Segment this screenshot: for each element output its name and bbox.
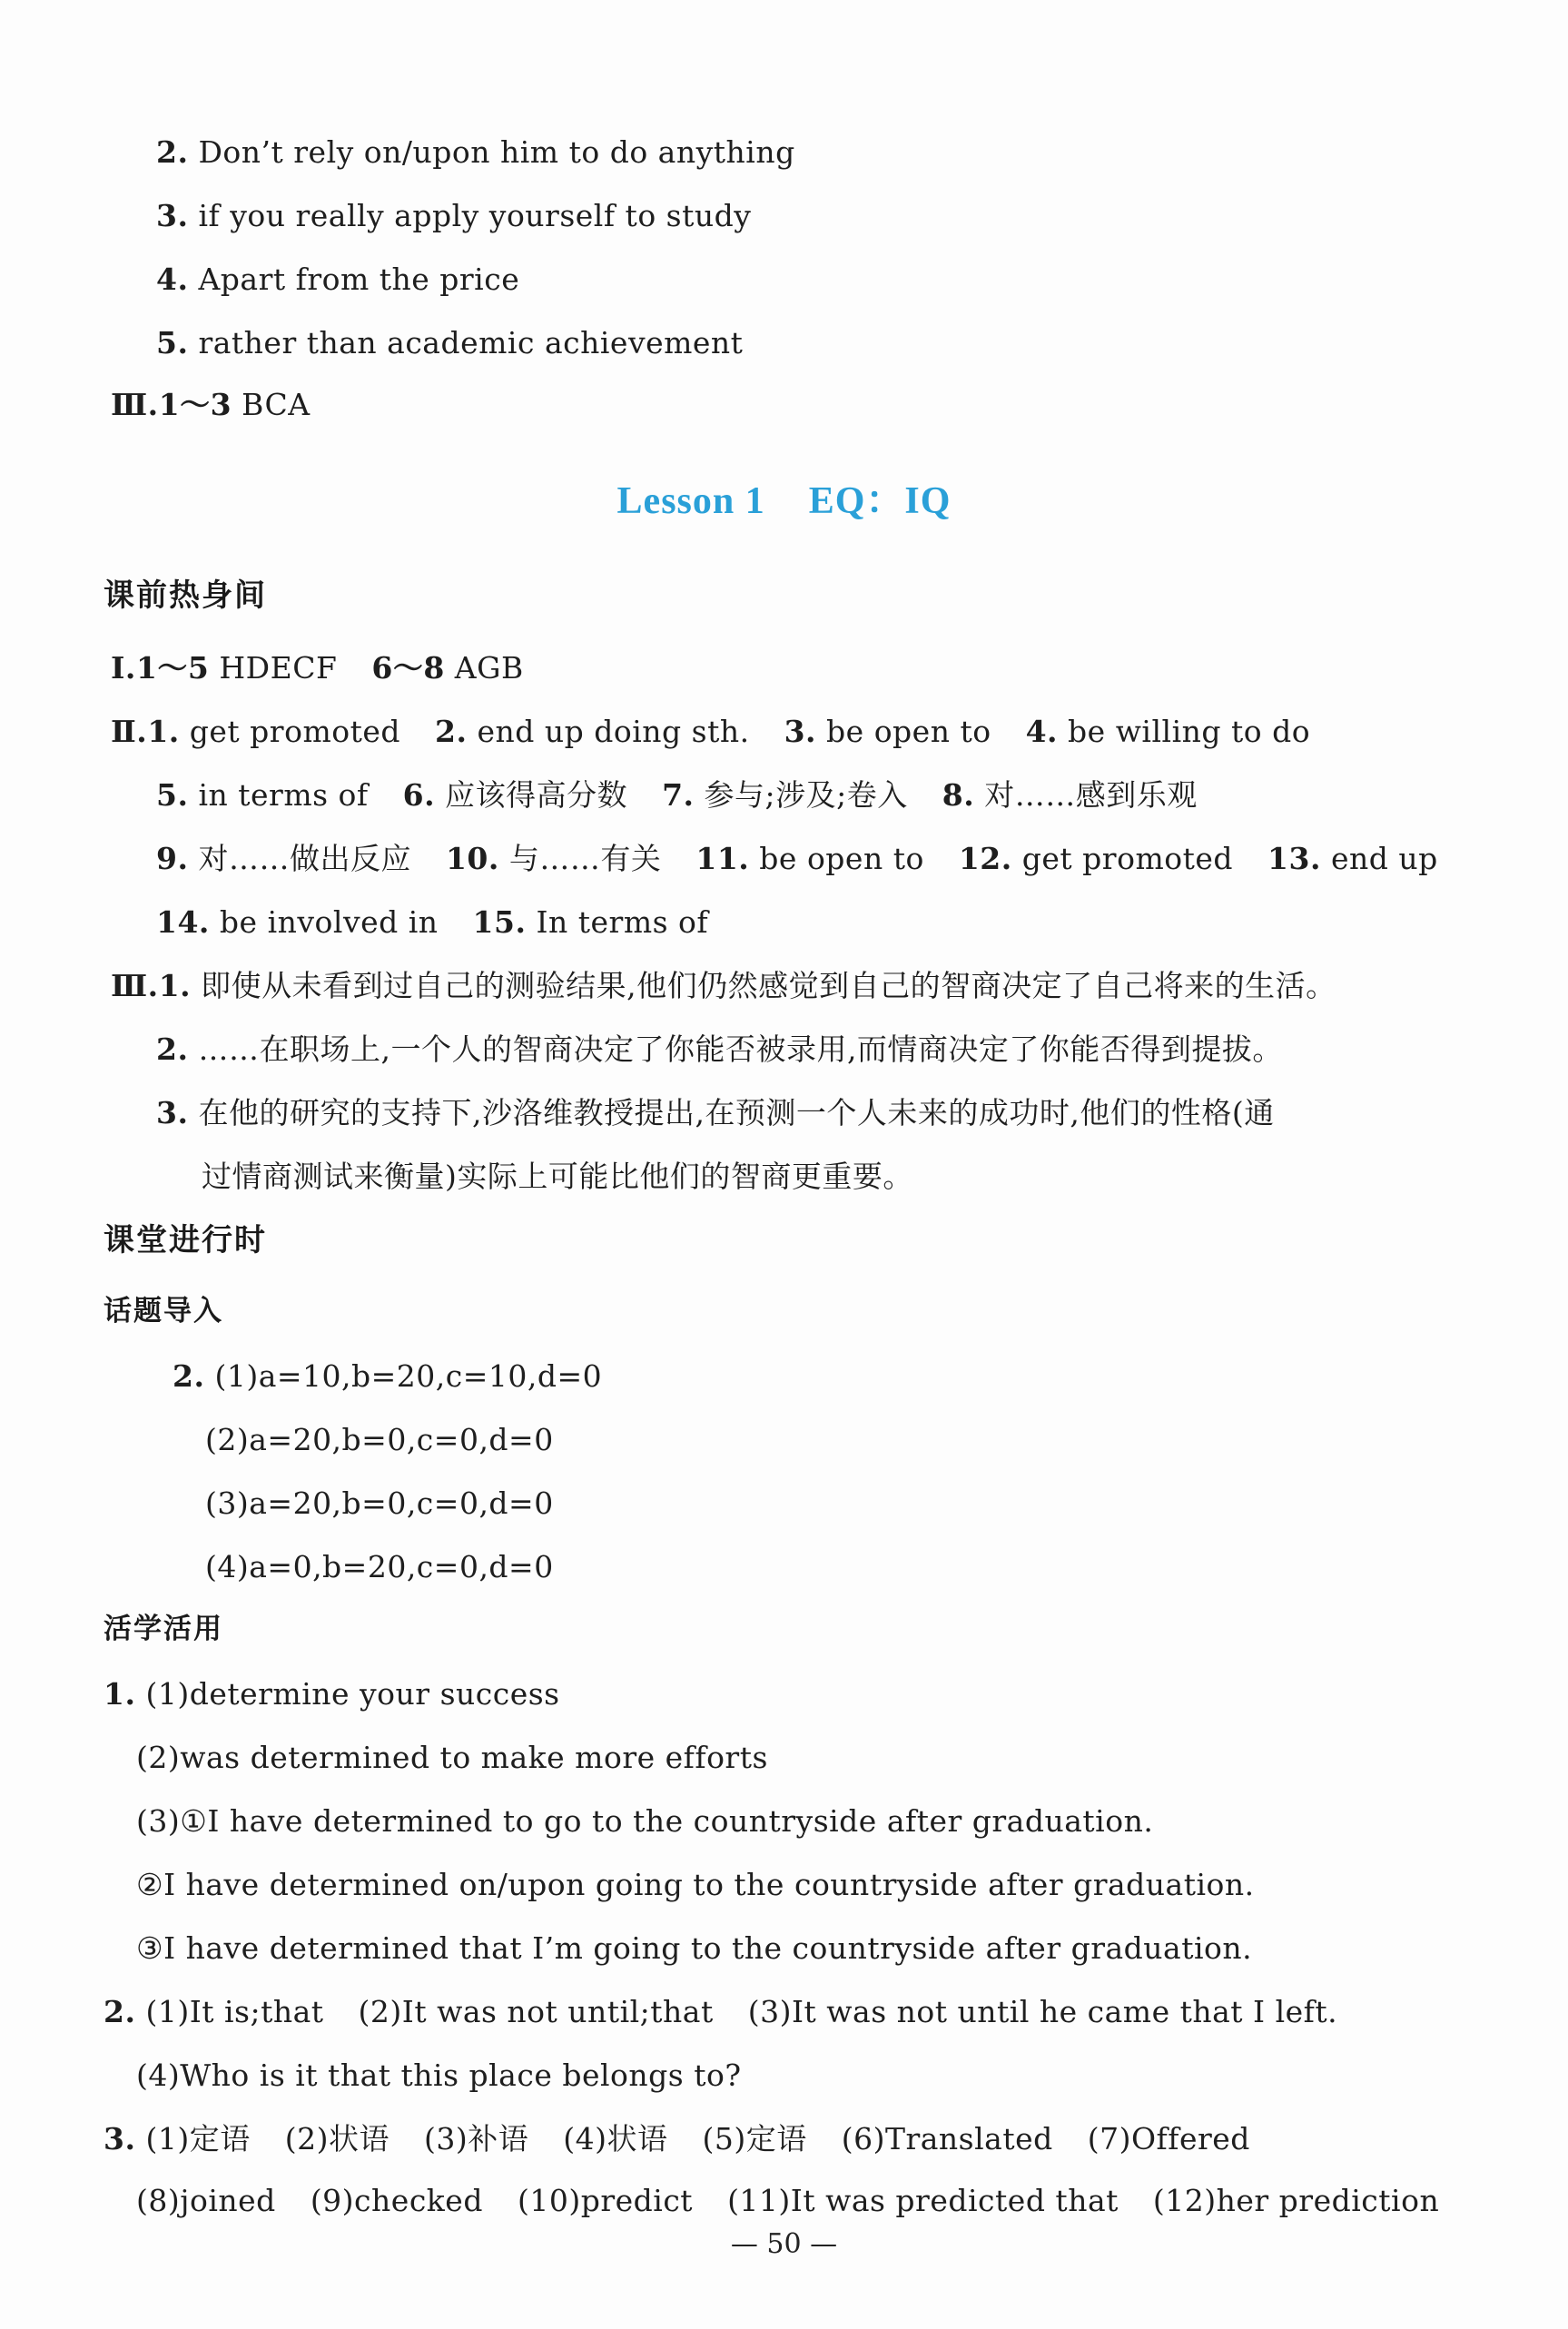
topic-intro-line-1: 2. (1)a=10,b=20,c=10,d=0 <box>173 1358 603 1394</box>
warmup-part-2-row-1: Ⅱ.1. get promoted 2. end up doing sth. 3. be open to 4. be willing to do <box>111 714 1311 749</box>
topic-intro-line-3: (3)a=20,b=0,c=0,d=0 <box>205 1485 554 1521</box>
practice-q2-row-1: 2. (1)It is;that (2)It was not until;that (3)It was not until he came that I left. <box>104 1994 1338 2029</box>
warmup-part-2-row-3: 9. 对……做出反应 10. 与……有关 11. be open to 12. get promoted 13. end up <box>156 841 1438 876</box>
lesson-title: Lesson 1 EQ：IQ <box>616 480 952 522</box>
warmup-part-3-continuation: 过情商测试来衡量)实际上可能比他们的智商更重要。 <box>202 1159 913 1194</box>
top-line-3: 3. if you really apply yourself to study <box>156 198 752 233</box>
warmup-heading: 课前热身间 <box>104 577 267 614</box>
warmup-part-2-row-4: 14. be involved in 15. In terms of <box>156 904 709 940</box>
practice-q1-line-5: ③I have determined that I’m going to the countryside after graduation. <box>136 1930 1253 1966</box>
practice-q1-line-4: ②I have determined on/upon going to the countryside after graduation. <box>136 1867 1255 1902</box>
top-line-2: 2. Don’t rely on/upon him to do anything <box>156 134 795 170</box>
practice-q3-row-1: 3. (1)定语 (2)状语 (3)补语 (4)状语 (5)定语 (6)Translated (7)Offered <box>104 2121 1250 2156</box>
warmup-part-3-item-3: 3. 在他的研究的支持下,沙洛维教授提出,在预测一个人未来的成功时,他们的性格(通 <box>156 1095 1275 1130</box>
warmup-part-1: Ⅰ.1～5 HDECF 6～8 AGB <box>111 650 524 686</box>
practice-q3-row-2: (8)joined (9)checked (10)predict (11)It was predicted that (12)her prediction <box>136 2183 1440 2218</box>
topic-intro-heading: 话题导入 <box>104 1295 223 1327</box>
classroom-heading: 课堂进行时 <box>104 1222 267 1258</box>
practice-q1-line-3: (3)①I have determined to go to the countryside after graduation. <box>136 1803 1154 1839</box>
topic-intro-line-2: (2)a=20,b=0,c=0,d=0 <box>205 1422 554 1457</box>
practice-heading: 活学活用 <box>104 1613 223 1645</box>
practice-q1-line-2: (2)was determined to make more efforts <box>136 1740 768 1775</box>
practice-q2-row-2: (4)Who is it that this place belongs to? <box>136 2058 742 2093</box>
topic-intro-line-4: (4)a=0,b=20,c=0,d=0 <box>205 1549 554 1584</box>
top-line-5: 5. rather than academic achievement <box>156 325 744 360</box>
warmup-part-2-row-2: 5. in terms of 6. 应该得高分数 7. 参与;涉及;卷入 8. 对……感到乐观 <box>156 777 1198 813</box>
top-line-4: 4. Apart from the price <box>156 262 520 297</box>
practice-q1-line-1: 1. (1)determine your success <box>104 1676 560 1712</box>
page-number: — 50 — <box>730 2228 838 2260</box>
warmup-part-3-item-2: 2. ……在职场上,一个人的智商决定了你能否被录用,而情商决定了你能否得到提拔。 <box>156 1031 1283 1067</box>
warmup-part-3-item-1: Ⅲ.1. 即使从未看到过自己的测验结果,他们仍然感觉到自己的智商决定了自己将来的生活。 <box>111 968 1336 1003</box>
top-section-3: Ⅲ.1～3 BCA <box>111 387 311 422</box>
